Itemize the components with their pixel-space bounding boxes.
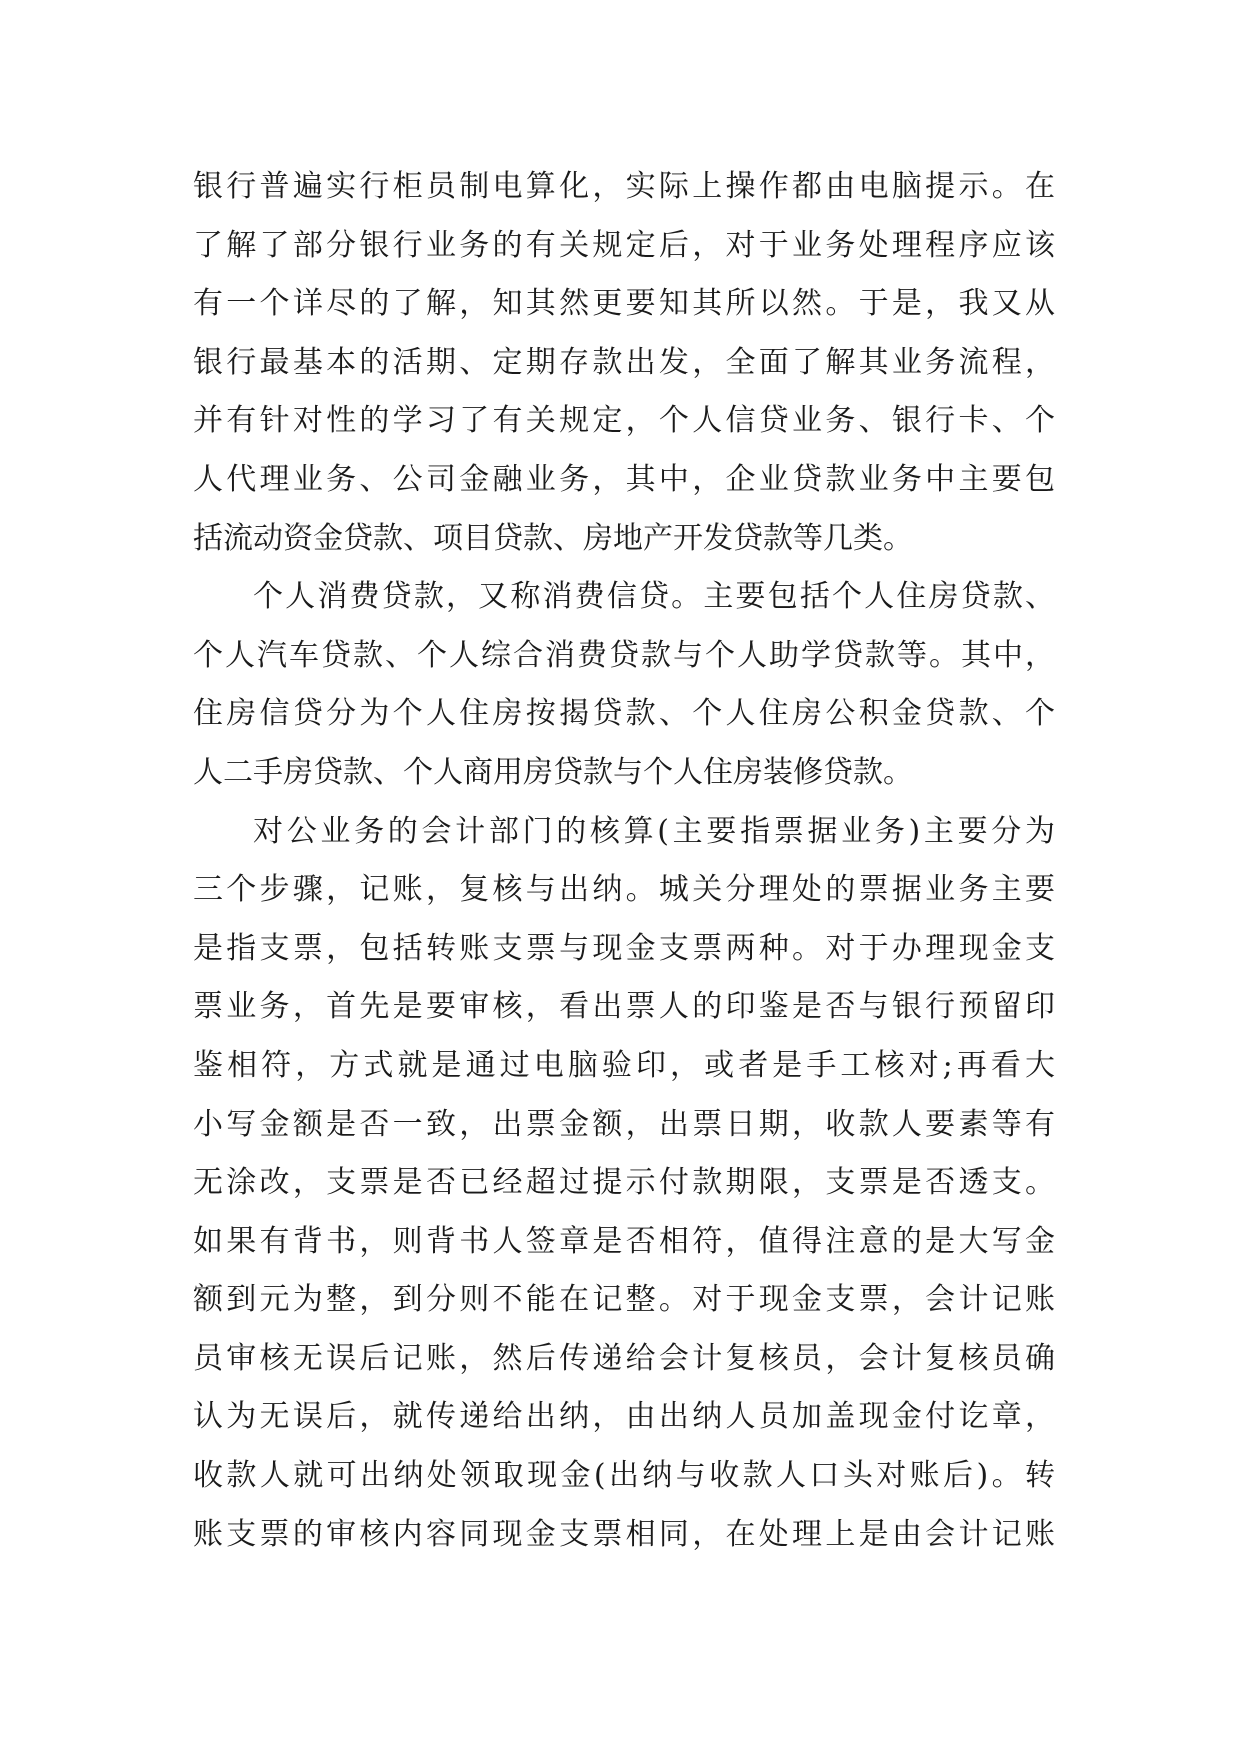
text-line: 银行最基本的活期、定期存款出发，全面了解其业务流程， [193, 344, 1055, 380]
text-line: 票业务，首先是要审核，看出票人的印鉴是否与银行预留印 [193, 989, 1055, 1025]
text-line: 人二手房贷款、个人商用房贷款与个人住房装修贷款。 [193, 754, 913, 790]
paragraph-2 [193, 568, 1055, 802]
text-line: 个人消费贷款，又称消费信贷。主要包括个人住房贷款、 [253, 579, 1055, 615]
text-line: 括流动资金贷款、项目贷款、房地产开发贷款等几类。 [193, 520, 913, 556]
text-line: 如果有背书，则背书人签章是否相符，值得注意的是大写金 [193, 1223, 1055, 1259]
text-line: 额到元为整，到分则不能在记整。对于现金支票，会计记账 [193, 1282, 1055, 1318]
text-line: 无涂改，支票是否已经超过提示付款期限，支票是否透支。 [193, 1165, 1055, 1201]
paragraph-1 [193, 158, 1055, 568]
text-line: 三个步骤，记账，复核与出纳。城关分理处的票据业务主要 [193, 872, 1055, 908]
text-line: 个人汽车贷款、个人综合消费贷款与个人助学贷款等。其中， [193, 637, 1055, 673]
text-line: 员审核无误后记账，然后传递给会计复核员，会计复核员确 [193, 1340, 1055, 1376]
text-line: 账支票的审核内容同现金支票相同，在处理上是由会计记账 [193, 1516, 1055, 1552]
text-line: 对公业务的会计部门的核算(主要指票据业务)主要分为 [253, 813, 1055, 849]
text-line: 收款人就可出纳处领取现金(出纳与收款人口头对账后)。转 [193, 1458, 1055, 1494]
text-line: 并有针对性的学习了有关规定，个人信贷业务、银行卡、个 [193, 403, 1055, 439]
text-line: 有一个详尽的了解，知其然更要知其所以然。于是，我又从 [193, 286, 1055, 322]
text-line: 是指支票，包括转账支票与现金支票两种。对于办理现金支 [193, 930, 1055, 966]
document-body [193, 158, 1055, 1564]
text-line: 人代理业务、公司金融业务，其中，企业贷款业务中主要包 [193, 461, 1055, 497]
text-line: 鉴相符，方式就是通过电脑验印，或者是手工核对;再看大 [193, 1047, 1055, 1083]
text-line: 小写金额是否一致，出票金额，出票日期，收款人要素等有 [193, 1106, 1055, 1142]
text-line: 银行普遍实行柜员制电算化，实际上操作都由电脑提示。在 [193, 169, 1055, 204]
paragraph-3 [193, 803, 1055, 1565]
text-line: 住房信贷分为个人住房按揭贷款、个人住房公积金贷款、个 [193, 696, 1055, 732]
text-line: 认为无误后，就传递给出纳，由出纳人员加盖现金付讫章， [193, 1399, 1055, 1435]
text-line: 了解了部分银行业务的有关规定后，对于业务处理程序应该 [193, 227, 1055, 263]
